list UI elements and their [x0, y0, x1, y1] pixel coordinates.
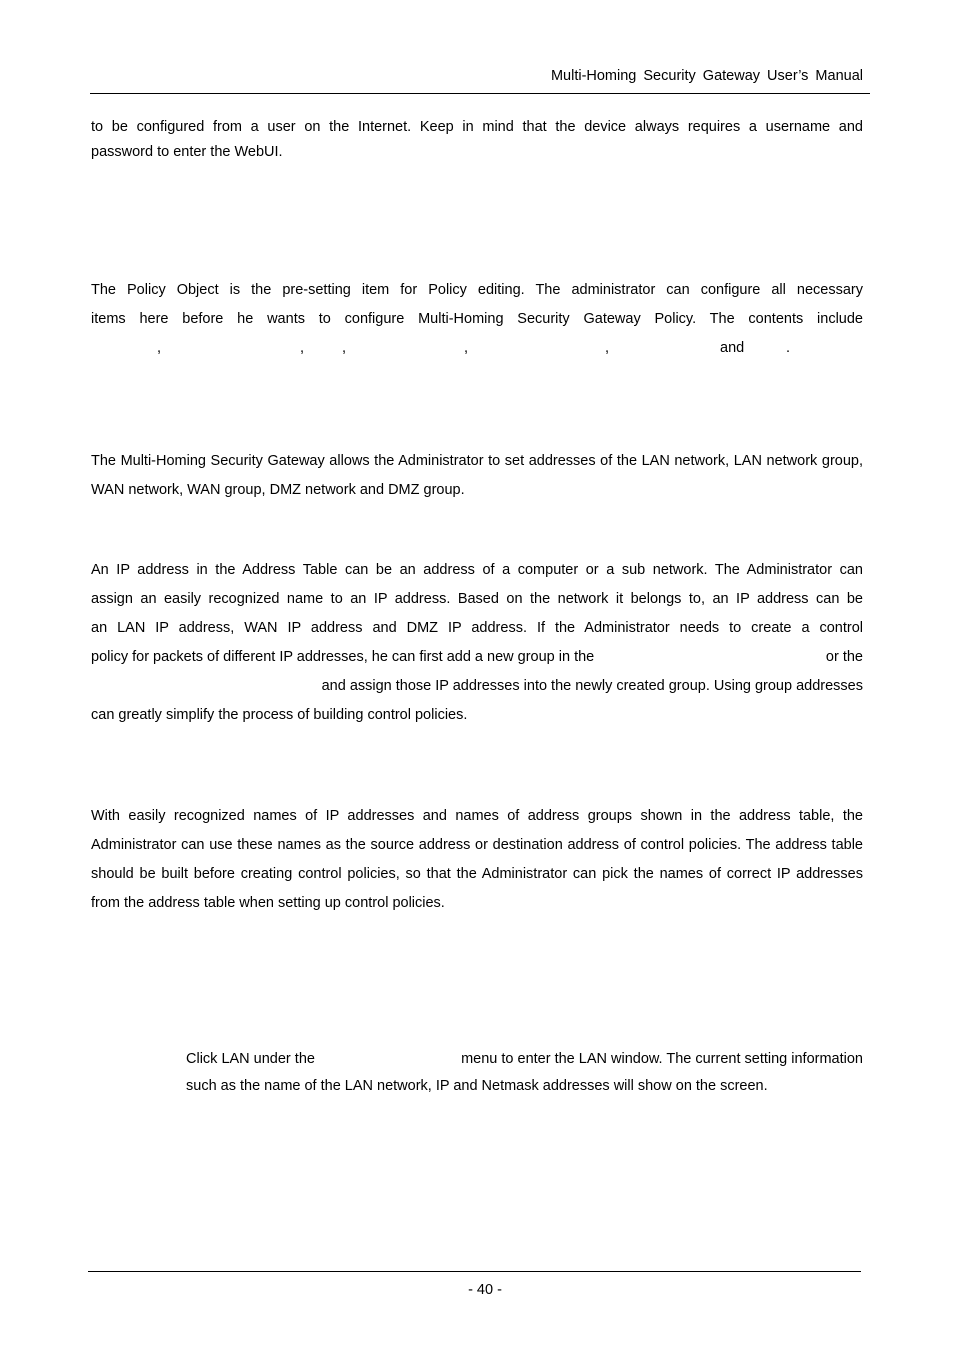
paragraph-address-names: With easily recognized names of IP addresses and names of address groups shown in the address table, the Administrator can use these names as the source address or destination address of control policies. The address table should be built before creating control policies, so that the Administrator can pick the names of correct IP addresses from the address table when setting up control policies. — [91, 808, 863, 911]
comma: , — [300, 340, 305, 356]
paragraph-line: items here before he wants to configure Multi-Homing Security Gateway Policy. The contents include — [91, 311, 863, 327]
comma: , — [342, 340, 347, 356]
paragraph-address-overview: The Multi-Homing Security Gateway allows the Administrator to set addresses of the LAN network, LAN network group, WAN network, WAN group, DMZ network and DMZ group. — [91, 453, 863, 498]
text-fragment: menu to enter the LAN window. The current setting information — [461, 1051, 863, 1067]
page-number: - 40 - — [468, 1282, 502, 1298]
and-word: and — [720, 340, 745, 356]
period: . — [786, 340, 791, 356]
footer-divider — [88, 1271, 861, 1272]
paragraph-line: can greatly simplify the process of building control policies. — [91, 707, 468, 723]
paragraph-line: assign an easily recognized name to an IP address. Based on the network it belongs to, an IP address can be — [91, 591, 863, 607]
text-fragment: Click LAN under the — [186, 1051, 315, 1067]
comma: , — [157, 340, 162, 356]
text-fragment: or the — [825, 649, 863, 665]
header-divider — [90, 93, 870, 94]
text-fragment: policy for packets of different IP addresses, he can first add a new group in the — [91, 649, 595, 665]
text-fragment: and assign those IP addresses into the newly created group. Using group addresses — [321, 678, 863, 694]
paragraph-line: The Policy Object is the pre-setting item for Policy editing. The administrator can configure all necessary — [91, 282, 863, 298]
comma: , — [464, 340, 469, 356]
comma: , — [605, 340, 610, 356]
paragraph-line: to be configured from a user on the Internet. Keep in mind that the device always requires a username and — [91, 119, 863, 135]
paragraph-line: An IP address in the Address Table can be an address of a computer or a sub network. The Administrator can — [91, 562, 863, 578]
paragraph-line: password to enter the WebUI. — [91, 144, 283, 160]
paragraph-line: such as the name of the LAN network, IP and Netmask addresses will show on the screen. — [186, 1078, 768, 1094]
header-title: Multi-Homing Security Gateway User’s Manual — [550, 68, 863, 84]
paragraph-line: an LAN IP address, WAN IP address and DMZ IP address. If the Administrator needs to create a control — [91, 620, 863, 636]
